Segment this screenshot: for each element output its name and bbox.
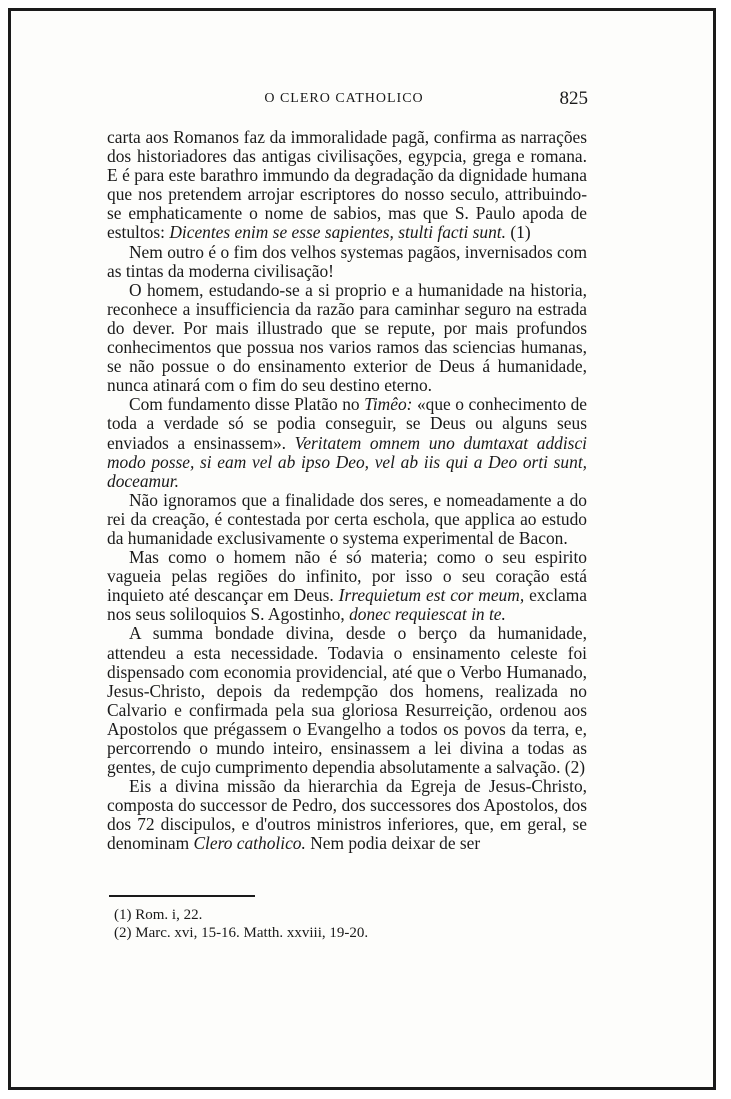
italic-text: Clero catholico. [193,833,306,854]
italic-text: Timêo: [364,394,413,415]
body-text [107,128,587,854]
text-run: exclama nos seus soliloquios S. Agostinho, [107,585,588,625]
text-run: Com fundamento disse Platão no [129,394,365,415]
paragraph-3 [107,281,587,396]
text-run: O homem, estudando-se a si proprio e a humanidade na historia, reconhece a insufficiencia da razão para caminhar seguro na estrada do dever. Por mais illustrado que se repute, por mais profundos conhecimentos que possua nos varios ramos das sciencias humanas, se não possue o do ensinamento exterior de Deus á humanidade, nunca atinará com o fim do seu destino eterno. [107,279,587,396]
running-head [100,88,588,112]
footnote-text: Rom. i, 22. [135,907,203,923]
running-title: O CLERO CATHOLICO [264,91,424,106]
footnote-mark: (2) [114,925,132,941]
footnote-1 [114,906,574,924]
text-run: Não ignoramos que a finalidade dos seres, e nomeadamente a do rei da creação, é contestada por certa eschola, que applica ao estudo da humanidade exclusivamente o systema experimental de Bacon. [107,489,587,548]
italic-text: Irrequietum est cor meum, [338,585,525,606]
footnote-2 [114,924,574,942]
paragraph-8 [107,777,587,853]
text-run: «que o conhecimento de toda a verdade só se podia conseguir, se Deus ou alguns seus enviados a ensinassem». [107,394,587,453]
text-run: Nem outro é o fim dos velhos systemas pagãos, invernisados com as tintas da moderna civilisação! [107,241,587,281]
footnote-divider [109,895,255,897]
page-number: 825 [559,88,588,109]
italic-text: donec requiescat in te. [349,604,506,625]
paragraph-2 [107,243,587,281]
text-run: (1) [505,222,531,243]
italic-text: Veritatem omnem uno dumtaxat addisci modo posse, si eam vel ab ipso Deo, vel ab iis qui a Deo orti sunt, doceamur. [107,432,587,491]
text-run: Mas como o homem não é só materia; como o seu espirito vagueia pelas regiões do infinito, por isso o seu coração está inquieto até descançar em Deus. [107,547,587,606]
paragraph-4 [107,395,587,490]
text-run: Eis a divina missão da hierarchia da Egreja de Jesus-Christo, composta do successor de Pedro, dos successores dos Apostolos, dos dos 72 discipulos, e d'outros ministros inferiores, que, em geral, se denominam [107,776,587,854]
paragraph-1 [107,128,587,243]
paragraph-6 [107,548,587,624]
text-run: A summa bondade divina, desde o berço da humanidade, attendeu a esta necessidade. Todavia o ensinamento celeste foi dispensado com economia providencial, até que o Verbo Humanado, Jesus-Christo, depois da redempção dos homens, realizada no Calvario e confirmada pela sua gloriosa Resurreição, ordenou aos Apostolos que prégassem o Evangelho a todos os povos da terra, e, percorrendo o mundo inteiro, ensinassem a lei divina a todas as gentes, de cujo cumprimento dependia absolutamente a salvação. (2) [107,623,587,778]
text-run: carta aos Romanos faz da immoralidade pagã, confirma as narrações dos historiadores das antigas civilisações, egypcia, grega e romana. E é para este barathro immundo da degradação da dignidade humana que nos pretendem arrojar escriptores do nosso seculo, attribuindo-se emphaticamente o nome de sabios, mas que S. Paulo apoda de estultos: [107,127,587,243]
paragraph-7 [107,624,587,777]
footnote-mark: (1) [114,907,132,923]
italic-text: Dicentes enim se esse sapientes, stulti facti sunt. [169,222,506,243]
footnotes [114,906,574,942]
footnote-text: Marc. xvi, 15-16. Matth. xxviii, 19-20. [135,925,369,941]
paragraph-5 [107,491,587,548]
text-run: Nem podia deixar de ser [305,833,481,854]
